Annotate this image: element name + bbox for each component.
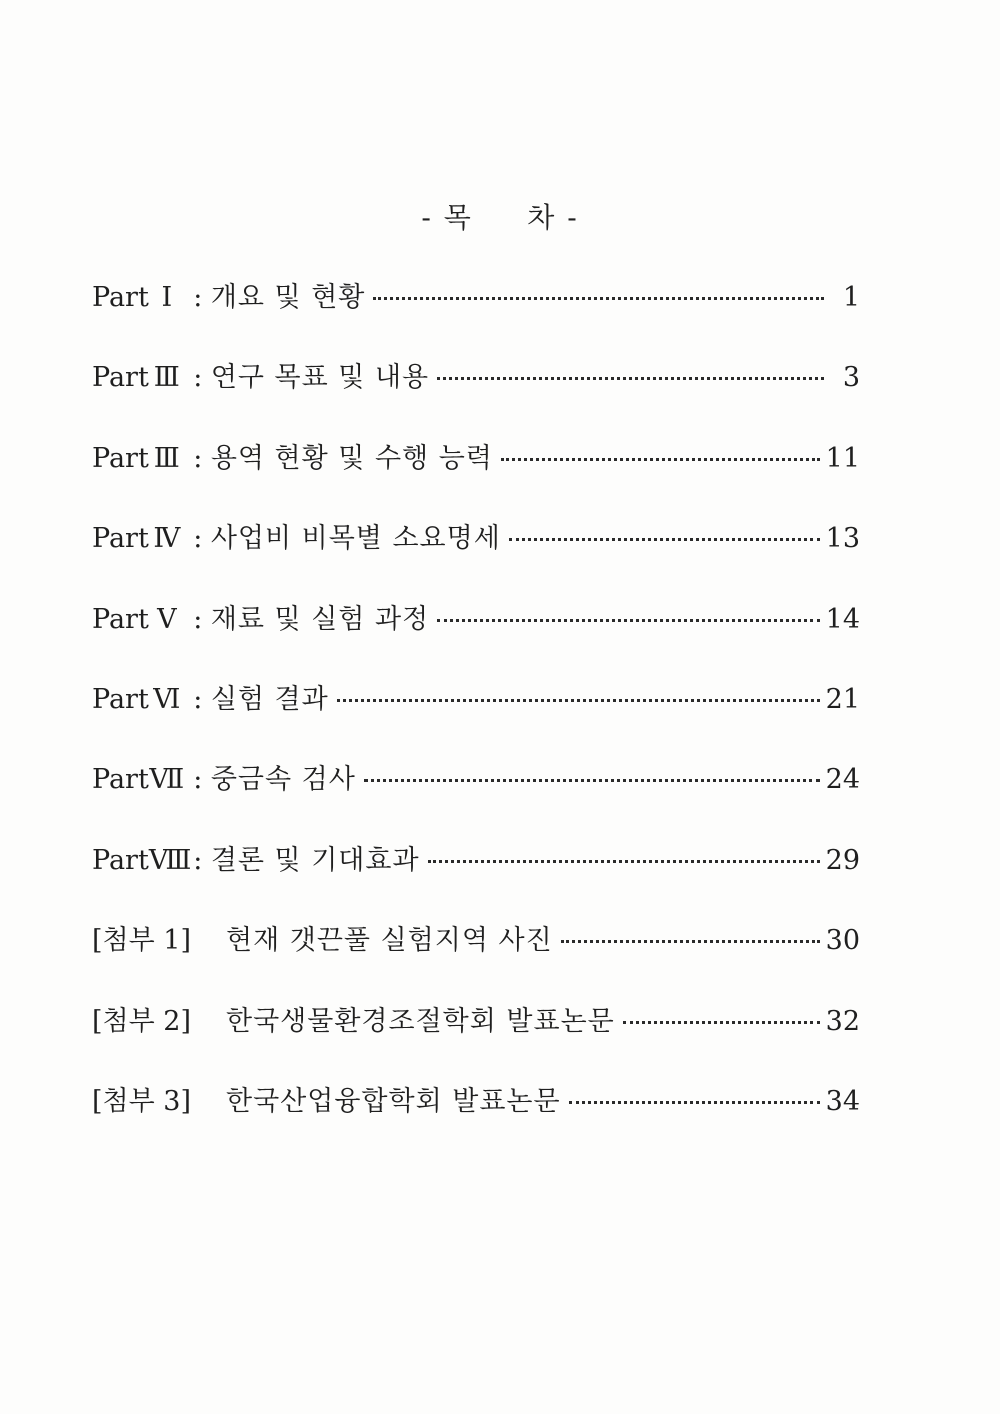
entry-title: 중금속 검사 [210,764,356,796]
page-number: 34 [825,1085,860,1117]
attachment-label: [첨부 1] [92,925,191,957]
toc-entry-part-5 [92,600,860,680]
entry-title: 현재 갯끈풀 실험지역 사진 [226,925,553,957]
attachment-prefix [92,1002,226,1042]
entry-title: 연구 목표 및 내용 [210,362,430,394]
toc-entry-part-7 [92,760,860,840]
part-prefix [92,519,211,559]
separator: : [193,683,203,715]
attachment-label: [첨부 3] [92,1085,191,1117]
part-numeral: Ⅰ [161,282,173,313]
toc-entry-attachment-3 [92,1082,860,1162]
dot-leader [501,458,820,461]
part-label: Part [92,362,149,394]
separator: : [193,844,203,876]
toc-entry-part-4 [92,519,860,599]
part-label: Part [92,442,149,474]
toc-entry-part-1 [92,278,860,358]
part-numeral: Ⅲ [153,442,180,474]
entry-title: 개요 및 현황 [210,282,366,313]
dot-leader [561,940,820,943]
dot-leader [509,538,820,541]
dot-leader [623,1021,820,1024]
part-label: Part [92,764,149,796]
page-number: 24 [825,764,860,796]
page-number: 29 [825,844,860,876]
toc-entry-part-2 [92,358,860,438]
part-numeral: Ⅷ [148,844,192,876]
separator: : [193,442,203,474]
page-number: 30 [825,925,860,957]
separator: : [193,362,203,394]
separator: : [193,603,203,635]
part-numeral: Ⅴ [157,603,177,635]
entry-title: 재료 및 실험 과정 [210,603,430,635]
part-label: Part [92,683,149,715]
part-prefix [92,760,211,800]
entry-title: 용역 현황 및 수행 능력 [210,442,493,474]
page-number: 13 [825,523,860,555]
toc-entry-part-3 [92,439,860,519]
part-label: Part [92,282,149,313]
part-prefix [92,600,211,640]
page-number: 32 [825,1005,860,1037]
part-numeral: Ⅲ [153,362,180,394]
part-prefix [92,439,211,479]
dot-leader [364,779,820,782]
attachment-prefix [92,1082,226,1122]
dot-leader [337,699,820,702]
entry-title: 실험 결과 [210,683,329,715]
dot-leader [437,377,824,380]
toc-entry-attachment-1 [92,921,860,1001]
part-label: Part [92,844,149,876]
table-of-contents [92,278,860,1162]
dot-leader [569,1101,820,1104]
entry-title: 결론 및 기대효과 [210,844,420,876]
separator: : [193,523,203,555]
page-number: 14 [825,603,860,635]
page-number: 21 [825,683,860,715]
entry-title: 사업비 비목별 소요명세 [210,523,501,555]
toc-entry-part-6 [92,680,860,760]
separator: : [193,764,203,796]
part-prefix [92,358,211,398]
attachment-label: [첨부 2] [92,1005,191,1037]
part-prefix [92,680,211,720]
page-title: - 목 차 - [421,201,579,234]
part-prefix [92,278,211,318]
entry-title: 한국산업융합학회 발표논문 [226,1085,561,1117]
page-number: 11 [825,442,860,474]
part-label: Part [92,523,149,555]
dot-leader [373,297,824,300]
part-numeral: Ⅶ [149,764,185,796]
separator: : [193,282,203,313]
dot-leader [437,619,820,622]
part-label: Part [92,603,149,635]
toc-entry-part-8 [92,841,860,921]
dot-leader [428,860,820,863]
part-numeral: Ⅵ [153,683,181,715]
part-prefix [92,841,211,881]
part-numeral: Ⅳ [153,523,181,555]
page-number: 3 [842,362,860,394]
page-number: 1 [842,282,860,313]
entry-title: 한국생물환경조절학회 발표논문 [226,1005,615,1037]
attachment-prefix [92,921,226,961]
toc-entry-attachment-2 [92,1002,860,1082]
